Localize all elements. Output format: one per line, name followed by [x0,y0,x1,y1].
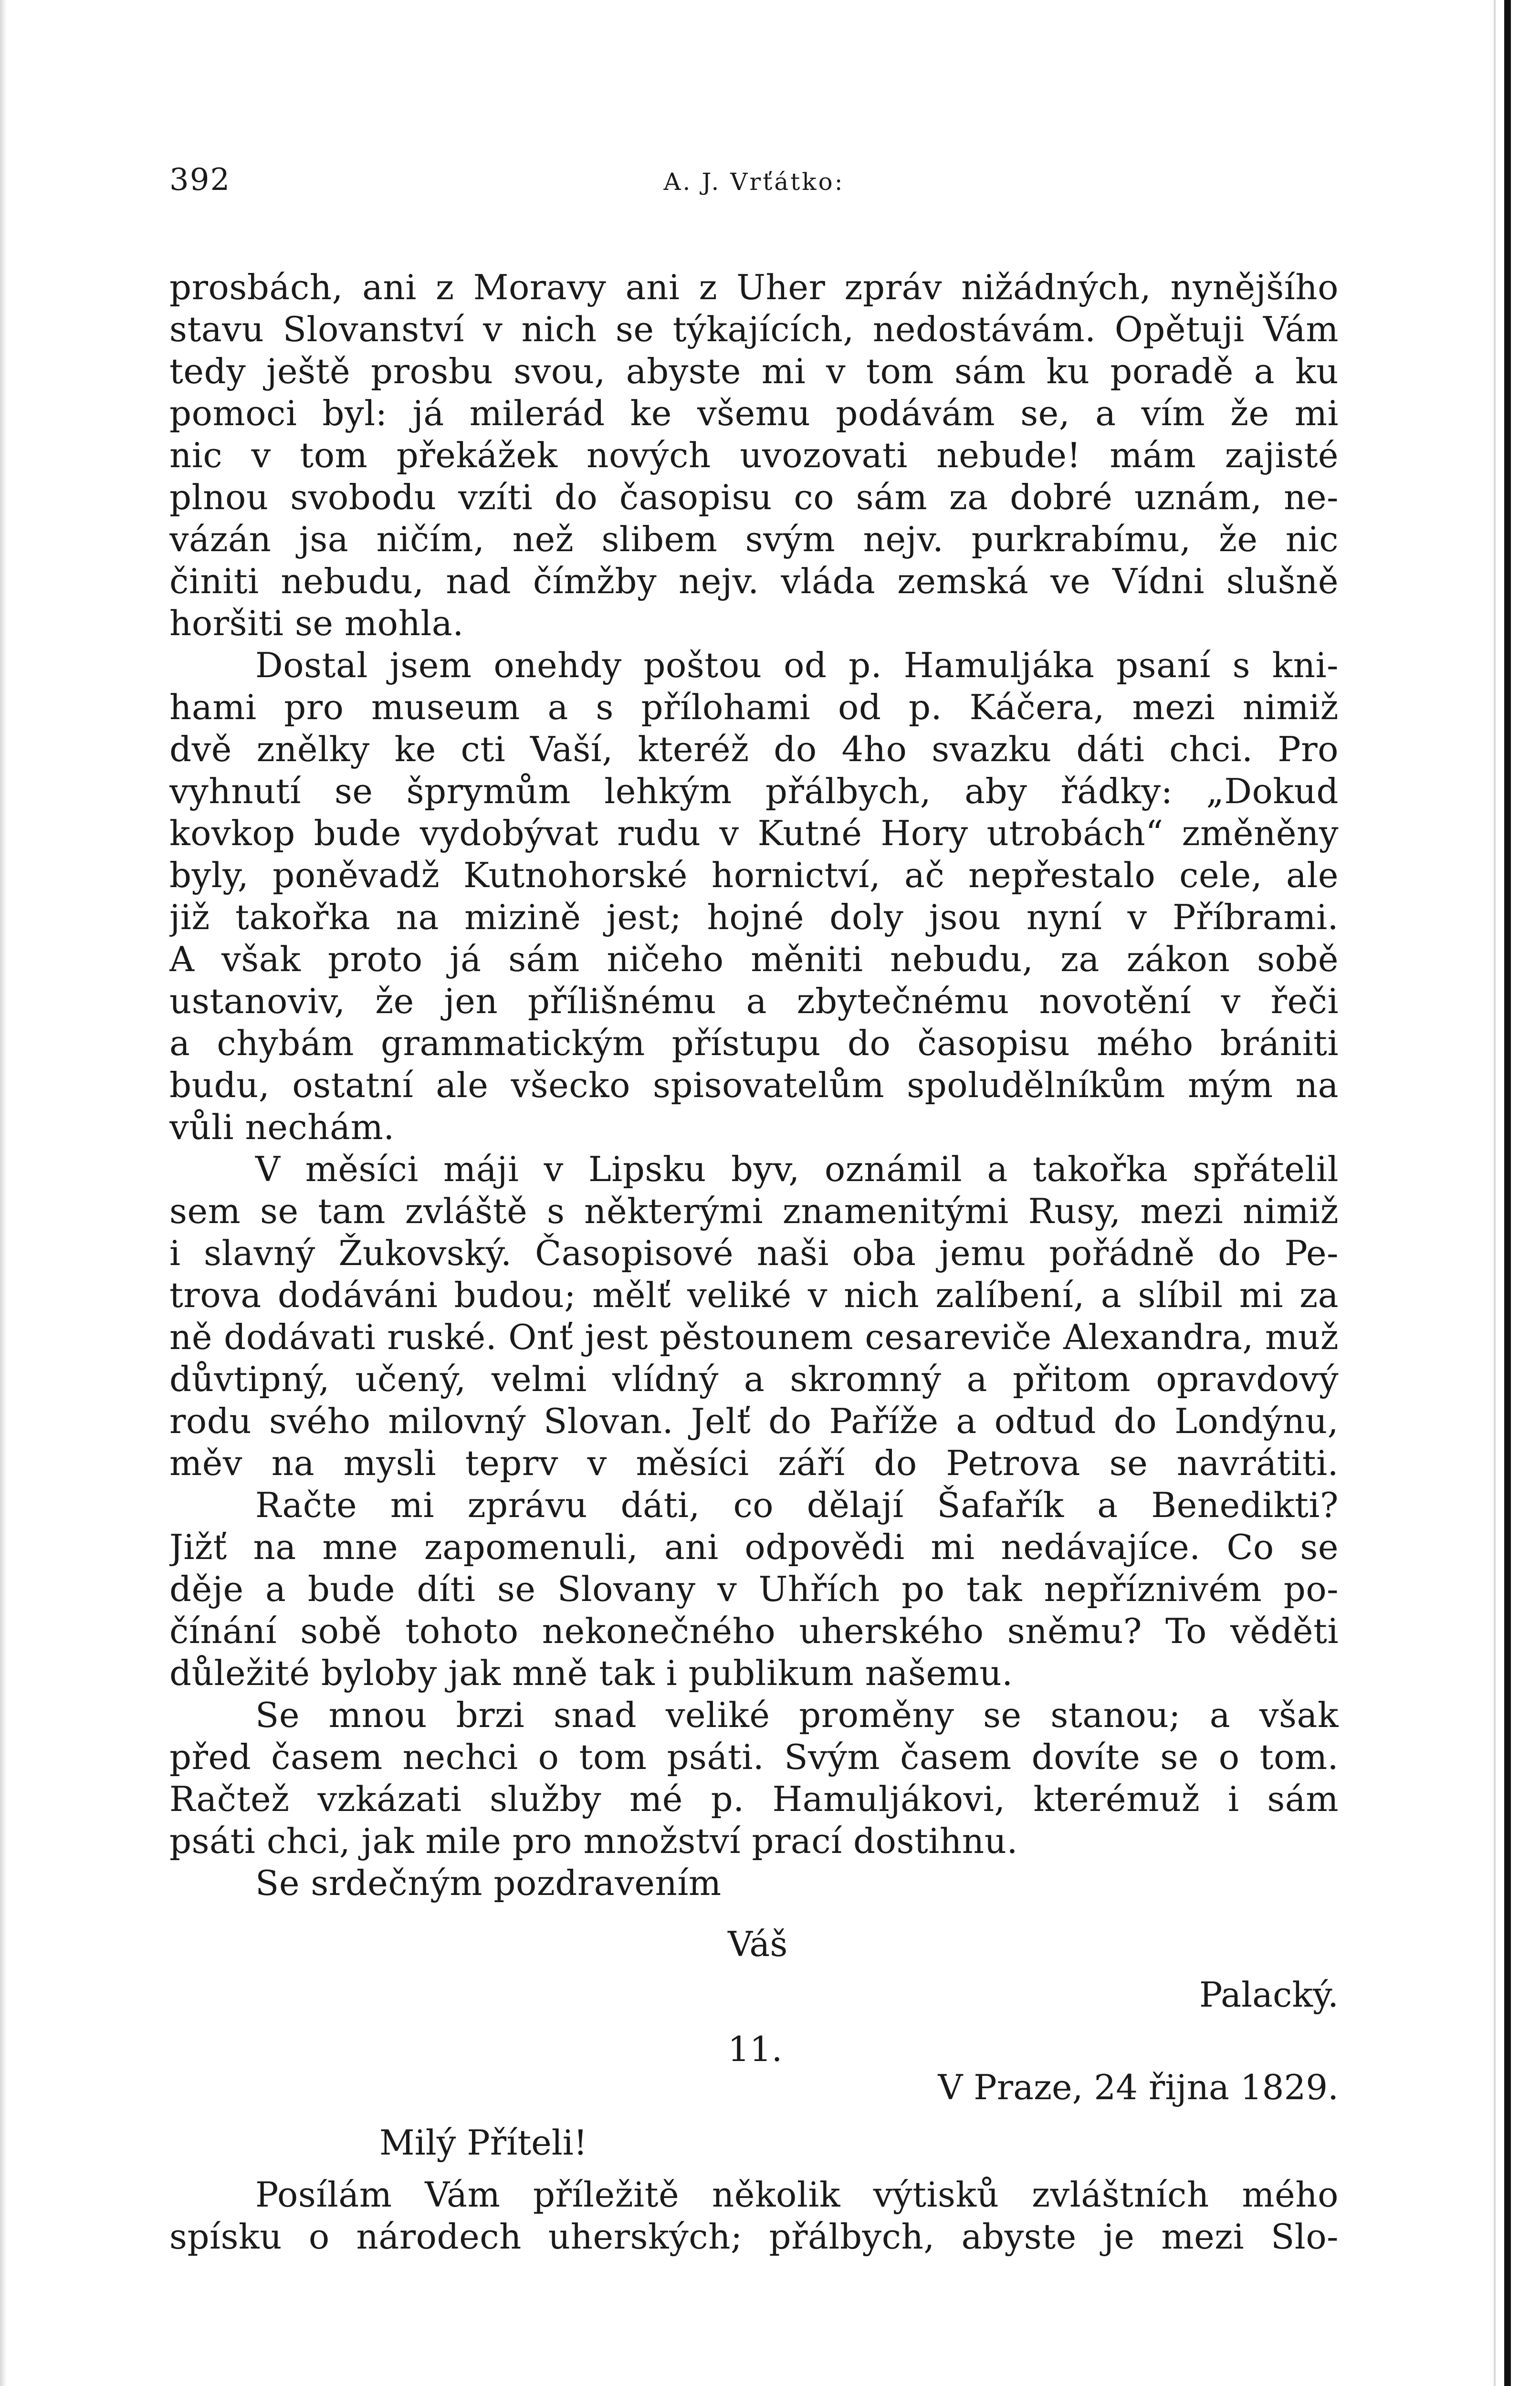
text-line: a chybám grammatickým přístupu do časopisu mého brániti [169,1023,1339,1063]
text-line: Se mnou brzi snad veliké proměny se stanou; a však [255,1695,1339,1735]
text-line: vázán jsa ničím, než slibem svým nejv. purkrabímu, že nic [169,519,1339,559]
text-line: před časem nechci o tom psáti. Svým časem dovíte se o tom. [169,1737,1339,1777]
text-line: dvě znělky ke cti Vaší, kteréž do 4ho svazku dáti chci. Pro [169,729,1339,769]
text-line: důležité byloby jak mně tak i publikum našemu. [169,1653,1013,1693]
letter-body [169,266,1339,1904]
text-line: vyhnutí se šprymům lehkým přálbych, aby řádky: „Dokud [169,771,1339,811]
text-line: Posílám Vám příležitě několik výtisků zvláštních mého [255,2175,1339,2215]
closing-vas: Váš [728,1924,788,1964]
text-line: tedy ještě prosbu svou, abyste mi v tom sám ku poradě a ku [169,351,1339,391]
text-line: čínání sobě tohoto nekonečného uherského sněmu? To věděti [169,1611,1339,1651]
text-line: hami pro museum a s přílohami od p. Káčera, mezi nimiž [169,687,1339,727]
text-line: byly, poněvadž Kutnohorské hornictví, ač nepřestalo cele, ale [169,855,1339,895]
text-line: již takořka na mizině jest; hojné doly jsou nyní v Příbrami. [169,897,1339,937]
text-line: Se srdečným pozdravením [255,1863,722,1903]
text-line: Račte mi zprávu dáti, co dělají Šafařík a Benedikti? [255,1485,1339,1525]
page [169,157,1339,2257]
text-line: Dostal jsem onehdy poštou od p. Hamuljáka psaní s kni- [255,645,1339,685]
page-number: 392 [169,162,231,198]
text-line: kovkop bude vydobývat rudu v Kutné Hory utrobách“ změněny [169,813,1339,853]
letter-2-body [169,2174,1339,2258]
place-date: V Praze, 24 řijna 1829. [938,2067,1339,2107]
text-line: děje a bude díti se Slovany v Uhřích po tak nepříznivém po- [169,1569,1339,1609]
text-line: Jižť na mne zapomenuli, ani odpovědi mi nedávajíce. Co se [169,1527,1339,1567]
text-line: sem se tam zvláště s některými znamenitými Rusy, mezi nimiž [169,1191,1339,1231]
text-line: rodu svého milovný Slovan. Jelť do Paříže a odtud do Londýnu, [169,1401,1339,1441]
text-line: budu, ostatní ale všecko spisovatelům spoludělníkům mým na [169,1065,1339,1105]
text-line: prosbách, ani z Moravy ani z Uher zpráv nižádných, nynějšího [169,267,1339,307]
scan-edge-right-inner [1494,0,1496,2386]
text-line: vůli nechám. [169,1107,395,1147]
text-line: činiti nebudu, nad čímžby nejv. vláda zemská ve Vídni slušně [169,561,1339,601]
text-line: ně dodávati ruské. Onť jest pěstounem cesareviče Alexandra, muž [169,1317,1339,1357]
running-head: A. J. Vrťátko: [663,168,845,196]
text-line: ustanoviv, že jen přílišnému a zbytečnému novotění v řeči [169,981,1339,1021]
text-line: měv na mysli teprv v měsíci září do Petrova se navrátiti. [169,1443,1339,1483]
text-line: stavu Slovanství v nich se týkajících, nedostávám. Opětuji Vám [169,309,1339,349]
signature: Palacký. [1199,1975,1339,2015]
text-line: spísku o národech uherských; přálbych, abyste je mezi Slo- [169,2217,1339,2257]
text-line: plnou svobodu vzíti do časopisu co sám za dobré uznám, ne- [169,477,1339,517]
letter-number: 11. [728,2029,783,2069]
scan-edge-right [1504,0,1511,2386]
text-line: Račtež vzkázati služby mé p. Hamuljákovi, kterémuž i sám [169,1779,1339,1819]
text-line: V měsíci máji v Lipsku byv, oznámil a takořka spřátelil [255,1149,1339,1189]
text-line: A však proto já sám ničeho měniti nebudu, za zákon sobě [169,939,1339,979]
text-line: trova dodáváni budou; mělť veliké v nich zalíbení, a slíbil mi za [169,1275,1339,1315]
text-line: horšiti se mohla. [169,603,464,643]
text-line: i slavný Žukovský. Časopisové naši oba jemu pořádně do Pe- [169,1233,1339,1273]
text-line: důvtipný, učený, velmi vlídný a skromný a přitom opravdový [169,1359,1339,1399]
text-line: pomoci byl: já milerád ke všemu podávám se, a vím že mi [169,393,1339,433]
page-header [169,157,1339,215]
scan-edge-left [0,0,7,2386]
salutation: Milý Příteli! [379,2123,587,2163]
text-line: psáti chci, jak mile pro množství prací dostihnu. [169,1821,1018,1861]
text-line: nic v tom překážek nových uvozovati nebude! mám zajisté [169,435,1339,475]
